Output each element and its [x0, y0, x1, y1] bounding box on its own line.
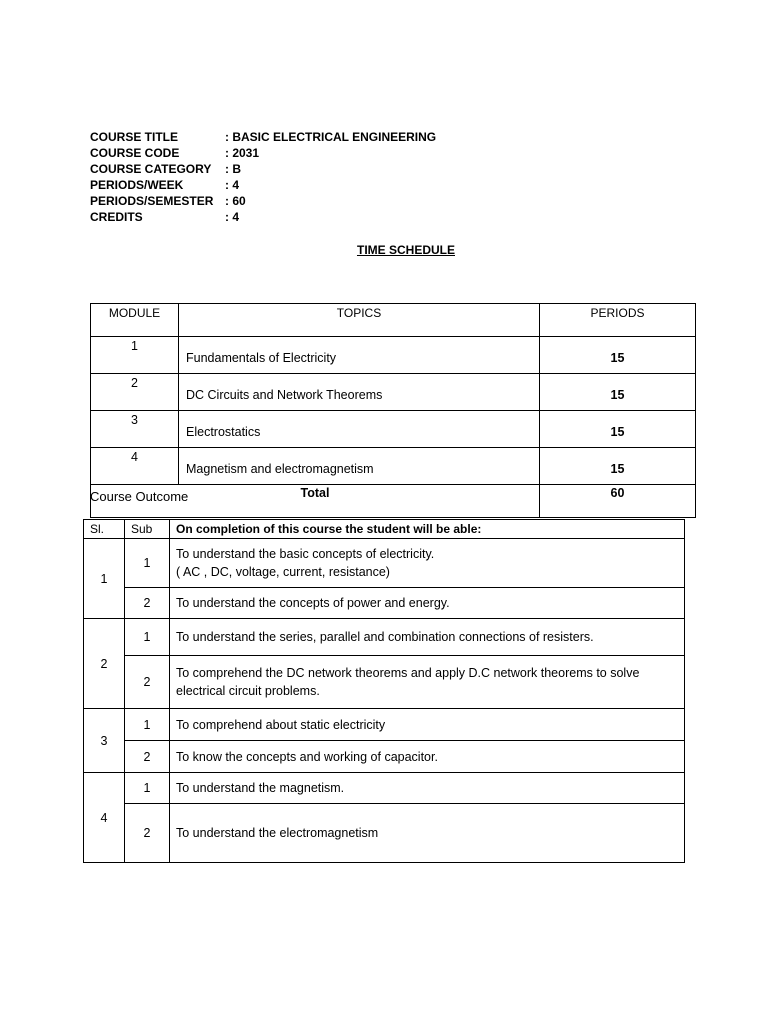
- course-title-value: : BASIC ELECTRICAL ENGINEERING: [225, 130, 437, 144]
- topics-header: TOPICS: [179, 304, 540, 337]
- sub-number: 1: [125, 619, 170, 656]
- sl-number: 2: [84, 619, 125, 709]
- table-row: [91, 411, 696, 448]
- module-topic: DC Circuits and Network Theorems: [179, 374, 540, 411]
- table-row: [84, 619, 685, 656]
- course-outcome-heading: Course Outcome: [90, 489, 189, 504]
- outcome-text: To understand the concepts of power and energy.: [170, 588, 685, 619]
- sl-number: 4: [84, 773, 125, 863]
- module-topic: Magnetism and electromagnetism: [179, 448, 540, 485]
- outcome-text: To comprehend the DC network theorems and apply D.C network theorems to solve electrical circuit problems.: [170, 656, 685, 709]
- course-outcome-table: [83, 519, 685, 863]
- sl-number: 1: [84, 539, 125, 619]
- module-periods: 15: [540, 448, 696, 485]
- periods-week-label: PERIODS/WEEK: [90, 178, 184, 192]
- table-header-row: [91, 304, 696, 337]
- credits-value: : 4: [225, 210, 240, 224]
- table-row: [91, 374, 696, 411]
- outcome-text: To understand the series, parallel and combination connections of resisters.: [170, 619, 685, 656]
- table-row: [84, 741, 685, 773]
- module-header: MODULE: [91, 304, 179, 337]
- module-number: 1: [91, 337, 179, 374]
- module-topic: Electrostatics: [179, 411, 540, 448]
- module-number: 3: [91, 411, 179, 448]
- module-periods: 15: [540, 411, 696, 448]
- time-schedule-heading: TIME SCHEDULE: [356, 243, 455, 257]
- course-category-label: COURSE CATEGORY: [90, 162, 212, 176]
- sl-number: 3: [84, 709, 125, 773]
- table-row: [84, 588, 685, 619]
- sub-number: 2: [125, 804, 170, 863]
- sl-header: Sl.: [84, 520, 125, 539]
- course-code-label: COURSE CODE: [90, 146, 180, 160]
- module-number: 2: [91, 374, 179, 411]
- course-category-value: : B: [225, 162, 241, 176]
- table-row: [91, 337, 696, 374]
- time-schedule-table: [90, 303, 696, 518]
- outcome-text: To comprehend about static electricity: [170, 709, 685, 741]
- module-topic: Fundamentals of Electricity: [179, 337, 540, 374]
- sub-number: 1: [125, 709, 170, 741]
- table-row: [84, 773, 685, 804]
- module-periods: 15: [540, 374, 696, 411]
- table-row: [84, 656, 685, 709]
- outcome-text: To understand the magnetism.: [170, 773, 685, 804]
- table-row: [84, 539, 685, 588]
- periods-semester-value: : 60: [225, 194, 246, 208]
- total-label: Total: [91, 485, 540, 518]
- sub-number: 1: [125, 539, 170, 588]
- table-row: [84, 709, 685, 741]
- table-row: [91, 448, 696, 485]
- sub-number: 2: [125, 656, 170, 709]
- sub-number: 2: [125, 588, 170, 619]
- module-periods: 15: [540, 337, 696, 374]
- total-value: 60: [540, 485, 696, 518]
- module-number: 4: [91, 448, 179, 485]
- course-title-label: COURSE TITLE: [90, 130, 179, 144]
- outcome-text: To know the concepts and working of capacitor.: [170, 741, 685, 773]
- description-header: On completion of this course the student will be able:: [170, 520, 685, 539]
- credits-label: CREDITS: [90, 210, 143, 224]
- outcome-text: To understand the basic concepts of electricity. ( AC , DC, voltage, current, resistance): [170, 539, 685, 588]
- sub-header: Sub: [125, 520, 170, 539]
- table-header-row: [84, 520, 685, 539]
- table-row: [84, 804, 685, 863]
- course-code-value: : 2031: [225, 146, 260, 160]
- periods-semester-label: PERIODS/SEMESTER: [90, 194, 214, 208]
- sub-number: 1: [125, 773, 170, 804]
- outcome-text: To understand the electromagnetism: [170, 804, 685, 863]
- periods-week-value: : 4: [225, 178, 240, 192]
- sub-number: 2: [125, 741, 170, 773]
- periods-header: PERIODS: [540, 304, 696, 337]
